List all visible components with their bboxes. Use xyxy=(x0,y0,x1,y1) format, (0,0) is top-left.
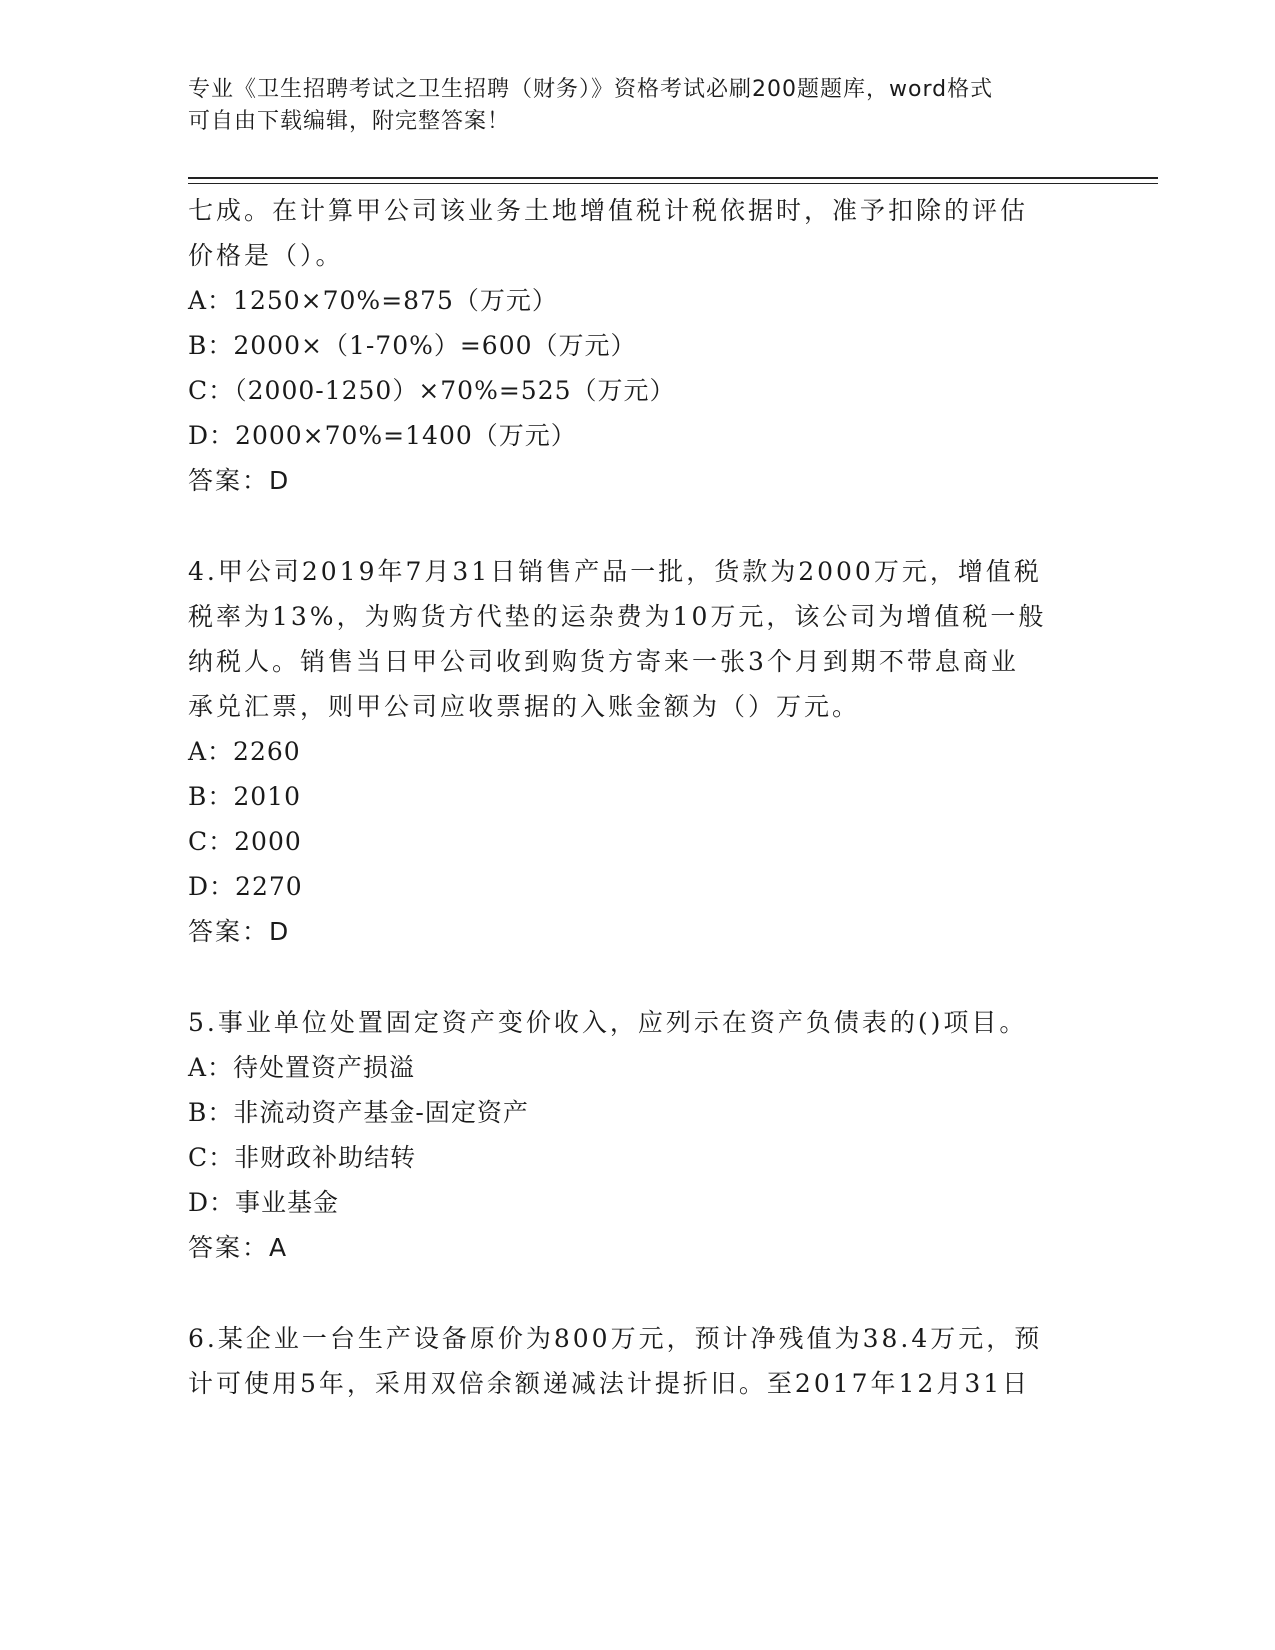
option-c: C：2000 xyxy=(188,827,302,856)
question-stem-line: 税率为13%，为购货方代垫的运杂费为10万元，该公司为增值税一般 xyxy=(188,602,1047,631)
answer: 答案：D xyxy=(188,917,291,946)
option-a: A：1250×70%=875（万元） xyxy=(188,286,558,315)
question-list xyxy=(188,188,1088,1406)
spacer xyxy=(188,503,1088,549)
question-3 xyxy=(188,188,1088,503)
question-4 xyxy=(188,549,1088,954)
header-title-line-2: 可自由下载编辑，附完整答案！ xyxy=(188,109,511,134)
option-b: B：非流动资产基金-固定资产 xyxy=(188,1098,529,1127)
question-5 xyxy=(188,1000,1088,1270)
option-c: C：非财政补助结转 xyxy=(188,1143,417,1172)
question-stem-line: 价格是（）。 xyxy=(188,241,344,270)
answer: 答案：D xyxy=(188,466,291,495)
question-stem-line: 5.事业单位处置固定资产变价收入，应列示在资产负债表的()项目。 xyxy=(188,1008,1028,1037)
header-title-line-1: 专业《卫生招聘考试之卫生招聘（财务）》资格考试必刷200题题库，word格式 xyxy=(188,77,994,102)
spacer xyxy=(188,954,1088,1000)
spacer xyxy=(188,1270,1088,1316)
option-c: C：（2000-1250）×70%=525（万元） xyxy=(188,376,676,405)
question-stem-line: 纳税人。销售当日甲公司收到购货方寄来一张3个月到期不带息商业 xyxy=(188,647,1019,676)
question-6 xyxy=(188,1316,1088,1406)
option-a: A：待处置资产损溢 xyxy=(188,1053,416,1082)
option-d: D：事业基金 xyxy=(188,1188,340,1217)
question-stem-line: 承兑汇票，则甲公司应收票据的入账金额为（）万元。 xyxy=(188,692,861,721)
option-d: D：2000×70%=1400（万元） xyxy=(188,421,577,450)
question-stem-line: 七成。在计算甲公司该业务土地增值税计税依据时，准予扣除的评估 xyxy=(188,196,1029,225)
option-a: A：2260 xyxy=(188,737,301,766)
option-b: B：2010 xyxy=(188,782,301,811)
option-d: D：2270 xyxy=(188,872,303,901)
answer: 答案：A xyxy=(188,1233,289,1262)
question-stem-line: 6.某企业一台生产设备原价为800万元，预计净残值为38.4万元，预 xyxy=(188,1324,1043,1353)
header-divider-thin xyxy=(188,183,1158,184)
question-stem-line: 4.甲公司2019年7月31日销售产品一批，货款为2000万元，增值税 xyxy=(188,557,1042,586)
document-header xyxy=(188,74,1088,138)
header-divider-thick xyxy=(188,177,1158,179)
question-stem-line: 计可使用5年，采用双倍余额递减法计提折旧。至2017年12月31日 xyxy=(188,1369,1031,1398)
option-b: B：2000×（1-70%）=600（万元） xyxy=(188,331,637,360)
